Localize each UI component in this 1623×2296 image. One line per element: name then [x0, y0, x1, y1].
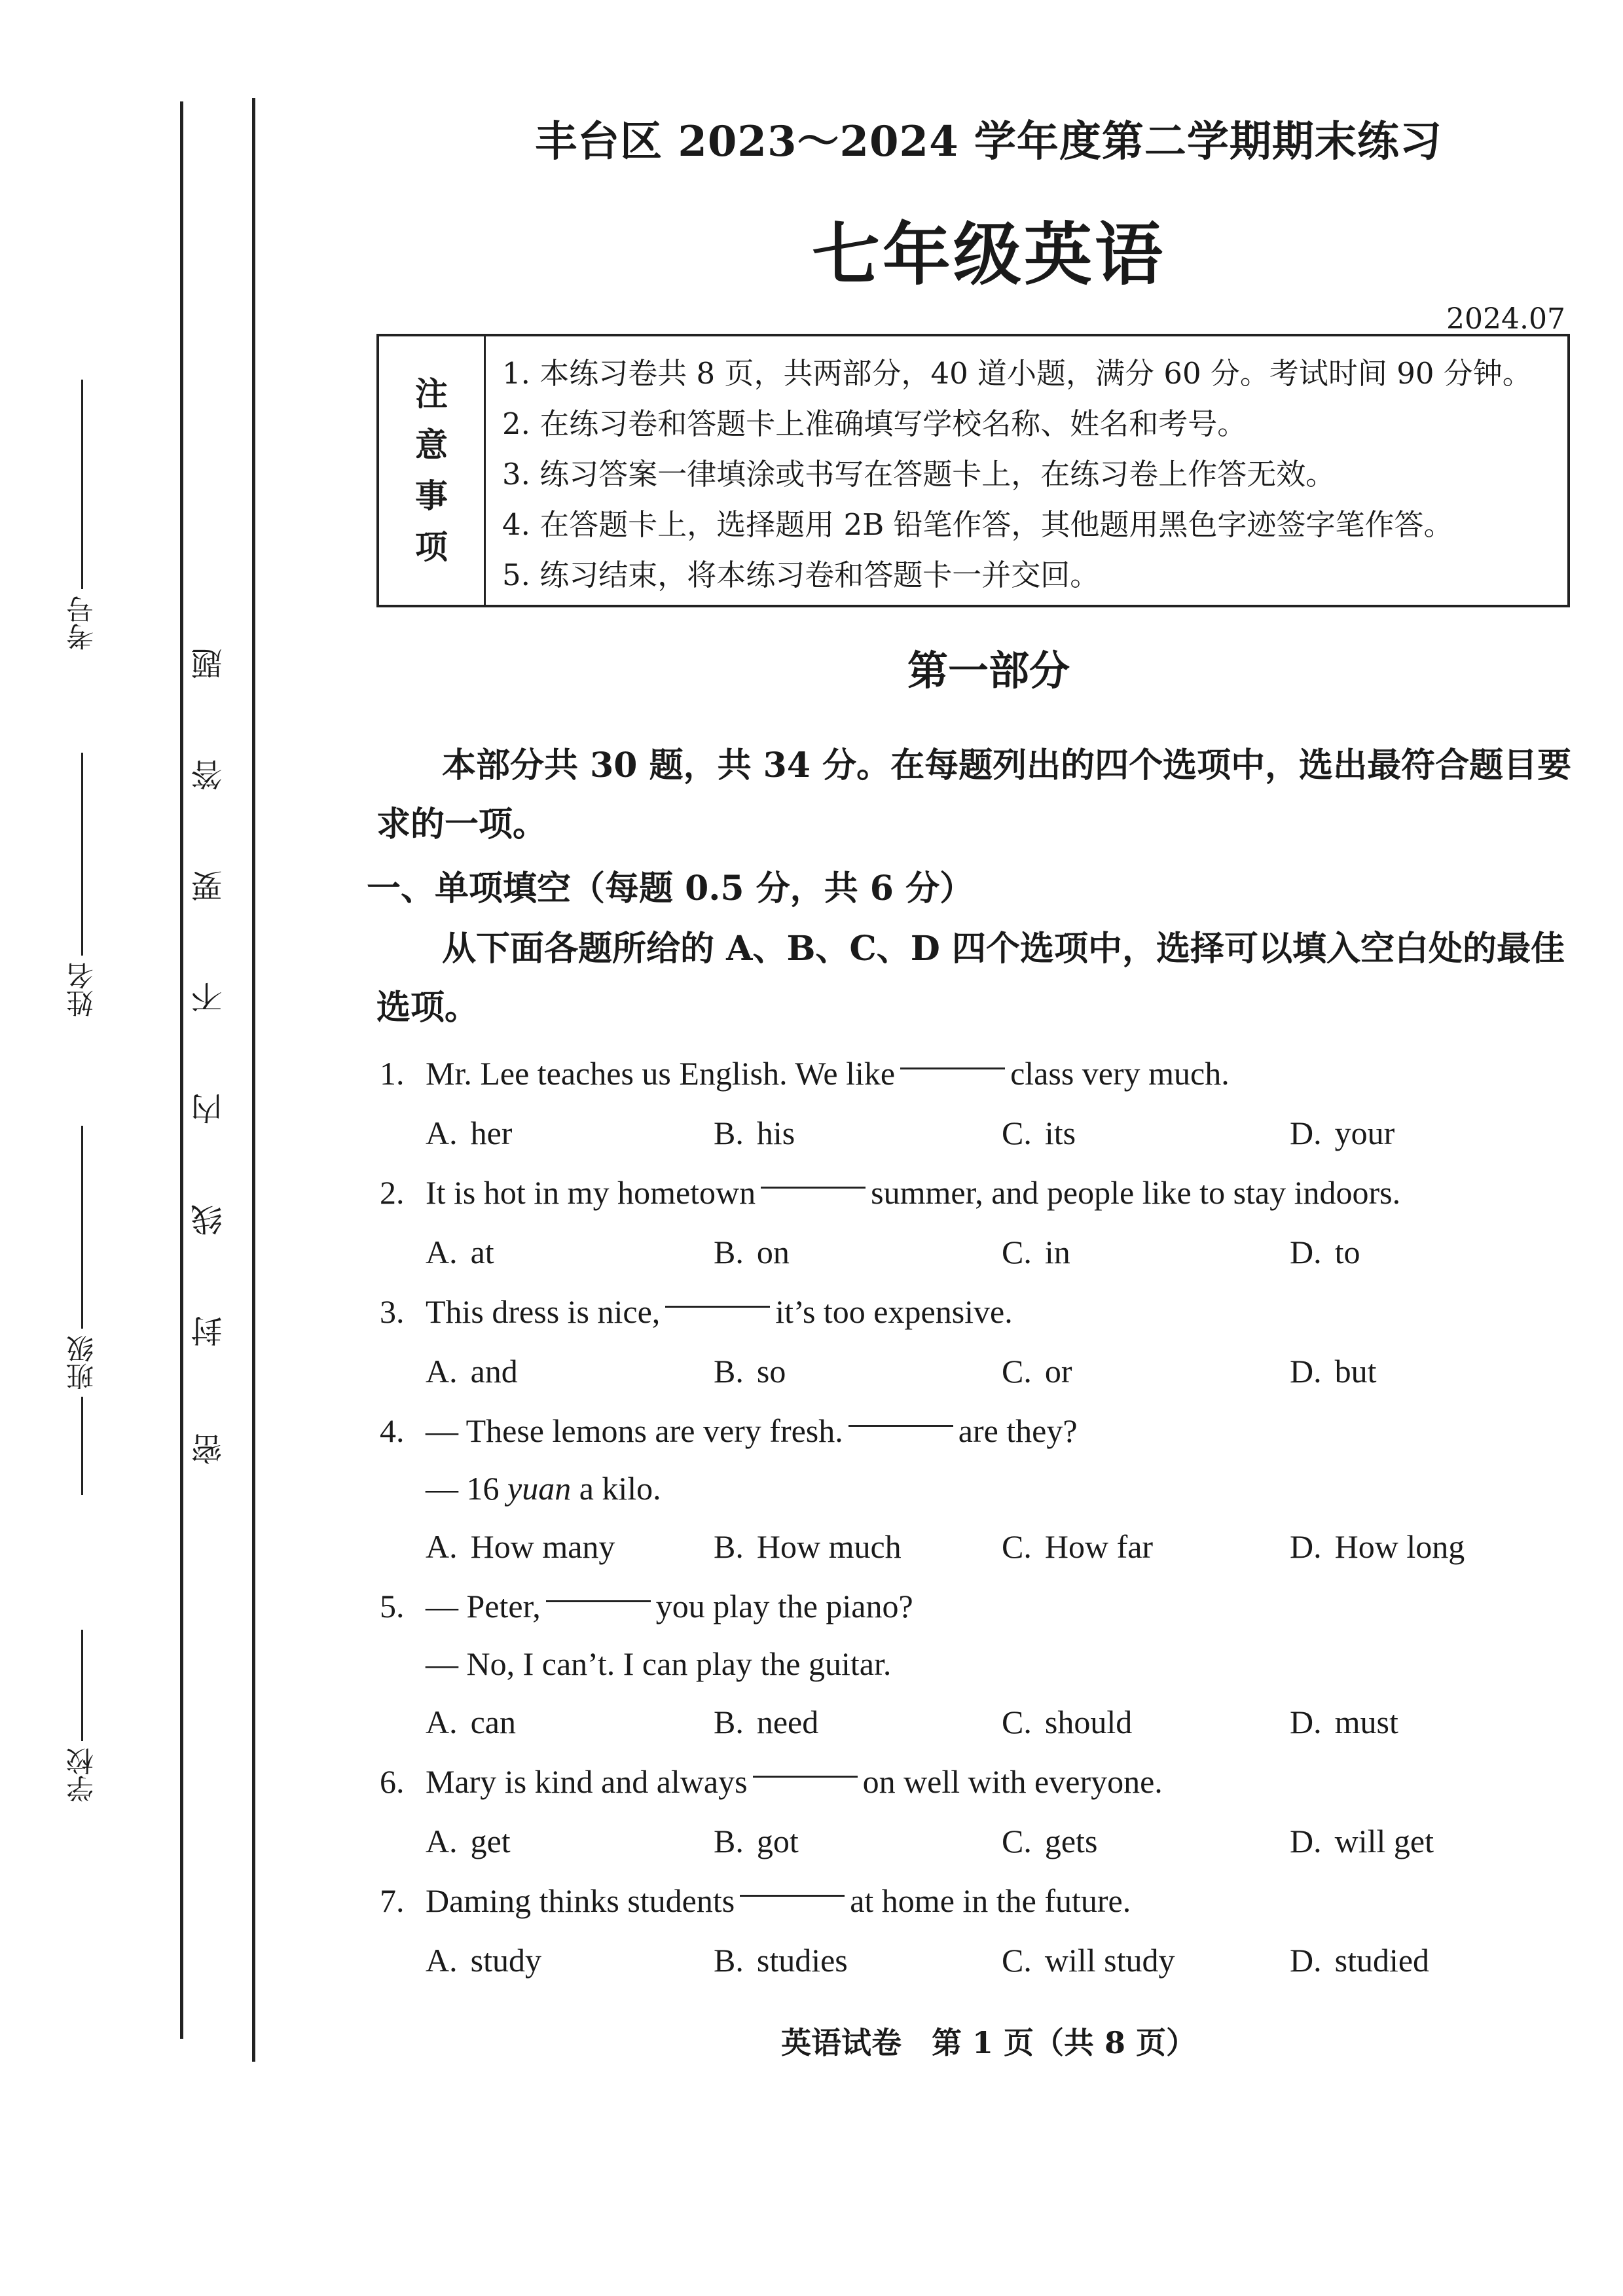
question-2: 2. It is hot in my hometown summer, and people like to stay indoors. A. at B. on C. in D. to — [380, 1163, 1578, 1282]
option-d[interactable]: D. but — [1290, 1353, 1377, 1390]
option-d[interactable]: D. to — [1290, 1234, 1360, 1270]
question-6: 6. Mary is kind and always on well with everyone. A. get B. got C. gets D. will get — [380, 1752, 1578, 1871]
notice-item: 4. 在答题卡上，选择题用 2B 铅笔作答，其他题用黑色字迹签字笔作答。 — [502, 507, 1453, 542]
option-d[interactable]: D. must — [1290, 1704, 1398, 1740]
field-label-school: 学校 — [65, 1748, 98, 1803]
notice-item: 2. 在练习卷和答题卡上准确填写学校名称、姓名和考号。 — [502, 406, 1247, 441]
seal-char: 密 — [191, 1433, 228, 1465]
notice-list — [486, 336, 1532, 605]
exam-date: 2024.07 — [1446, 302, 1565, 336]
option-a[interactable]: A. at — [426, 1234, 494, 1270]
option-a[interactable]: A. her — [426, 1115, 513, 1151]
notice-item: 5. 练习结束，将本练习卷和答题卡一并交回。 — [502, 558, 1100, 592]
option-a[interactable]: A. How many — [426, 1528, 615, 1565]
option-d[interactable]: D. your — [1290, 1115, 1395, 1151]
question-5: 5. — Peter, you play the piano? — No, I can’t. I can play the guitar. A. can B. need C. should D. must — [380, 1577, 1578, 1752]
seal-char: 答 — [191, 759, 228, 791]
answer-blank — [848, 1425, 953, 1427]
option-b[interactable]: B. got — [714, 1823, 799, 1859]
section-instruction: 从下面各题所给的 A、B、C、D 四个选项中，选择可以填入空白处的最佳选项。 — [376, 929, 1565, 1028]
page-footer: 英语试卷 第 1 页（共 8 页） — [780, 2025, 1197, 2060]
dialogue-reply: — 16 yuan a kilo. — [426, 1470, 661, 1507]
question-3: 3. This dress is nice, it’s too expensive. A. and B. so C. or D. but — [380, 1282, 1578, 1401]
option-d[interactable]: D. will get — [1290, 1823, 1434, 1859]
option-a[interactable]: A. can — [426, 1704, 516, 1740]
option-b[interactable]: B. on — [714, 1234, 790, 1270]
seal-char: 内 — [191, 1093, 228, 1124]
option-b[interactable]: B. so — [714, 1353, 786, 1390]
notice-item: 3. 练习答案一律填涂或书写在答题卡上，在练习卷上作答无效。 — [502, 457, 1336, 492]
option-c[interactable]: C. gets — [1002, 1823, 1098, 1859]
seal-char: 线 — [191, 1204, 228, 1236]
field-label-class: 班级 — [65, 1335, 98, 1390]
part-title: 第一部分 — [907, 647, 1070, 694]
field-label-name: 姓名 — [65, 962, 98, 1017]
answer-blank — [546, 1600, 651, 1602]
seal-char: 封 — [191, 1316, 228, 1347]
notice-label: 注 意 事 项 — [379, 336, 486, 605]
answer-blank — [665, 1306, 770, 1308]
field-class[interactable] — [39, 1126, 124, 1495]
option-b[interactable]: B. his — [714, 1115, 795, 1151]
section-title: 一、单项填空（每题 0.5 分，共 6 分） — [367, 869, 974, 908]
option-a[interactable]: A. get — [426, 1823, 511, 1859]
option-a[interactable]: A. study — [426, 1942, 541, 1979]
option-c[interactable]: C. its — [1002, 1115, 1076, 1151]
option-c[interactable]: C. will study — [1002, 1942, 1175, 1979]
exam-title: 丰台区 2023～2024 学年度第二学期期末练习 — [535, 117, 1442, 166]
question-number: 4. — [380, 1412, 405, 1449]
answer-blank — [900, 1067, 1005, 1069]
option-c[interactable]: C. in — [1002, 1234, 1070, 1270]
seal-char: 题 — [191, 648, 228, 679]
option-c[interactable]: C. or — [1002, 1353, 1072, 1390]
binding-line-inner — [252, 98, 255, 2062]
field-label-exam-number: 考号 — [65, 596, 98, 651]
option-c[interactable]: C. should — [1002, 1704, 1133, 1740]
answer-blank — [740, 1895, 845, 1897]
option-a[interactable]: A. and — [426, 1353, 518, 1390]
field-name[interactable] — [39, 753, 124, 1024]
question-number: 2. — [380, 1174, 405, 1211]
question-number: 5. — [380, 1588, 405, 1624]
option-c[interactable]: C. How far — [1002, 1528, 1154, 1565]
answer-blank — [761, 1187, 866, 1189]
option-b[interactable]: B. studies — [714, 1942, 848, 1979]
part-intro: 本部分共 30 题，共 34 分。在每题列出的四个选项中，选出最符合题目要求的一项。 — [376, 745, 1572, 844]
subject-title: 七年级英语 — [811, 214, 1165, 295]
question-number: 1. — [380, 1055, 405, 1092]
seal-char: 要 — [191, 870, 228, 902]
answer-blank — [753, 1776, 858, 1778]
question-1: 1. Mr. Lee teaches us English. We like class very much. A. her B. his C. its D. your — [380, 1044, 1578, 1163]
notice-item: 1. 本练习卷共 8 页，共两部分，40 道小题，满分 60 分。考试时间 90 分钟。 — [502, 356, 1532, 391]
option-b[interactable]: B. How much — [714, 1528, 902, 1565]
question-7: 7. Daming thinks students at home in the future. A. study B. studies C. will study D. studied — [380, 1871, 1578, 1990]
dialogue-reply: — No, I can’t. I can play the guitar. — [426, 1645, 892, 1682]
question-number: 7. — [380, 1882, 405, 1919]
question-number: 6. — [380, 1763, 405, 1800]
option-b[interactable]: B. need — [714, 1704, 819, 1740]
notice-box — [376, 334, 1570, 607]
field-exam-number[interactable] — [39, 380, 124, 657]
question-4: 4. — These lemons are very fresh. are they? — 16 yuan a kilo. A. How many B. How much C. How far D. How long — [380, 1401, 1578, 1577]
question-number: 3. — [380, 1293, 405, 1330]
binding-line-outer — [180, 101, 183, 2039]
field-school[interactable] — [39, 1630, 124, 1809]
seal-char: 不 — [191, 982, 228, 1013]
option-d[interactable]: D. studied — [1290, 1942, 1430, 1979]
option-d[interactable]: D. How long — [1290, 1528, 1465, 1565]
